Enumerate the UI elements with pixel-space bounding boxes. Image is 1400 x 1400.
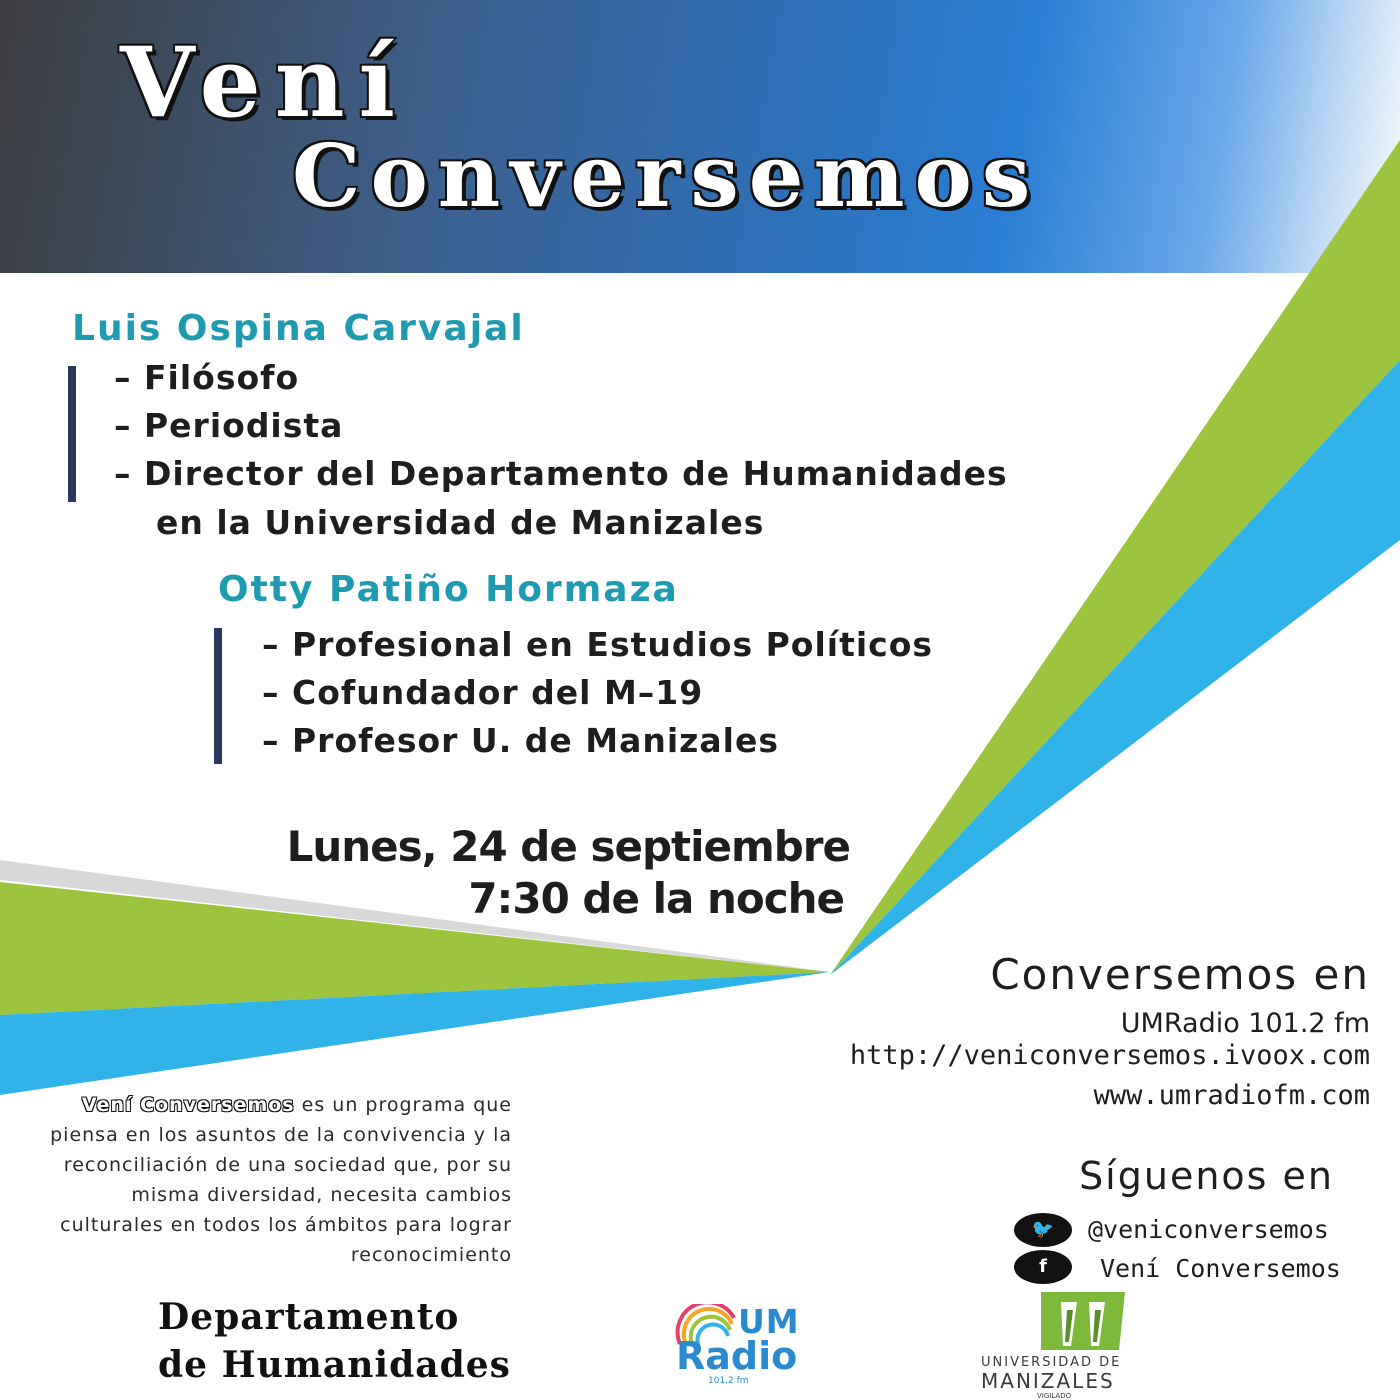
listen-heading: Conversemos en xyxy=(990,950,1370,999)
guest-2-role-1: – Profesional en Estudios Políticos xyxy=(262,625,934,664)
title-line2: Conversemos xyxy=(292,126,1041,227)
program-name: Vení Conversemos xyxy=(81,1094,295,1116)
guest-2-bar xyxy=(214,628,222,764)
title-line1: Vení xyxy=(120,26,410,139)
event-time: 7:30 de la noche xyxy=(468,874,844,923)
facebook-page[interactable]: Vení Conversemos xyxy=(1100,1254,1341,1283)
umradio-radio-text: Radio xyxy=(676,1334,798,1378)
guest-1-role-1: – Filósofo xyxy=(114,358,300,397)
umradio-um-text: UM xyxy=(738,1302,800,1341)
department-line1: Departamento xyxy=(158,1296,460,1338)
guest-name-2: Otty Patiño Hormaza xyxy=(218,569,679,610)
umradio-logo xyxy=(672,1302,812,1388)
university-emblem-icon xyxy=(1041,1292,1131,1354)
program-description xyxy=(40,1090,512,1270)
guest-2-role-3: – Profesor U. de Manizales xyxy=(262,721,779,760)
program-description-text: es un programa que piensa en los asuntos de la convivencia y la reconciliación de una sociedad que, por su misma diversidad, necesita cambios culturales en todos los ámbitos para lograr reconocimiento xyxy=(50,1094,512,1266)
university-name-line1: UNIVERSIDAD DE xyxy=(981,1355,1122,1370)
guest-1-role-3-continued: en la Universidad de Manizales xyxy=(156,503,765,542)
twitter-icon[interactable]: 🐦 xyxy=(1014,1213,1072,1247)
guest-name-1: Luis Ospina Carvajal xyxy=(72,308,525,349)
listen-station: UMRadio 101.2 fm xyxy=(1120,1008,1370,1039)
follow-heading: Síguenos en xyxy=(1079,1154,1334,1198)
university-vigilado: VIGILADO xyxy=(1037,1392,1072,1400)
guest-1-role-2: – Periodista xyxy=(114,406,344,445)
guest-2-role-2: – Cofundador del M–19 xyxy=(262,673,704,712)
university-name-line2: MANIZALES xyxy=(981,1369,1115,1393)
guest-1-bar xyxy=(68,366,76,502)
twitter-handle[interactable]: @veniconversemos xyxy=(1088,1215,1329,1244)
listen-url-umradio[interactable]: www.umradiofm.com xyxy=(1093,1080,1370,1111)
listen-url-ivoox[interactable]: http://veniconversemos.ivoox.com xyxy=(849,1040,1370,1071)
event-date: Lunes, 24 de septiembre xyxy=(286,822,850,871)
university-logo xyxy=(975,1292,1215,1400)
umradio-fm-text: 101.2 fm xyxy=(708,1376,749,1386)
guest-1-role-3: – Director del Departamento de Humanidades xyxy=(114,454,1008,493)
department-line2: de Humanidades xyxy=(158,1344,511,1386)
facebook-icon[interactable]: f xyxy=(1014,1250,1072,1284)
